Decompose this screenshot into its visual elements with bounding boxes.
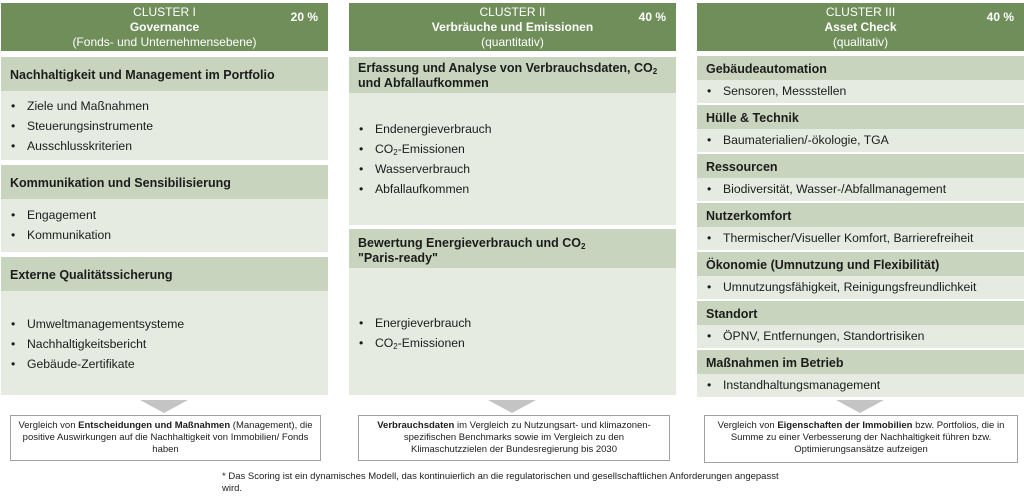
cluster-2-column xyxy=(349,3,676,397)
list-item: • Umweltmanagementsysteme xyxy=(11,314,328,334)
bullet-icon: • xyxy=(11,337,16,351)
section-body xyxy=(1,291,328,395)
section-title: Gebäudeautomation xyxy=(697,56,1024,80)
cluster-1-column xyxy=(1,3,328,397)
section-erfassung-analyse xyxy=(349,57,676,225)
bullet-icon: • xyxy=(359,182,364,196)
bullet-icon: • xyxy=(707,329,712,343)
section-body xyxy=(349,268,676,395)
cluster-2-label: CLUSTER II xyxy=(479,5,546,19)
section-body xyxy=(349,93,676,225)
section-ressourcen xyxy=(697,154,1024,201)
section-title: Externe Qualitätssicherung xyxy=(1,257,328,291)
section-body xyxy=(697,178,1024,201)
cluster-1-percent: 20 % xyxy=(290,10,318,24)
section-title: Standort xyxy=(697,301,1024,325)
cluster-1-note: Vergleich von Entscheidungen und Maßnahmen (Management), die positive Auswirkungen auf die Nachhaltigkeit von Immobilien/ Fonds haben xyxy=(10,415,321,461)
list-item: • Ausschlusskriterien xyxy=(11,136,328,156)
bullet-icon: • xyxy=(359,122,364,136)
section-body xyxy=(697,227,1024,250)
cluster-1-header xyxy=(1,3,328,51)
list-item: • Abfallaufkommen xyxy=(359,179,676,199)
bullet-icon: • xyxy=(11,99,16,113)
section-oekonomie xyxy=(697,252,1024,299)
bullet-icon: • xyxy=(707,182,712,196)
section-title: Ressourcen xyxy=(697,154,1024,178)
section-body xyxy=(697,129,1024,152)
bullet-icon: • xyxy=(707,133,712,147)
list-item: • Umnutzungsfähigkeit, Reinigungsfreundlichkeit xyxy=(707,277,1024,297)
bullet-icon: • xyxy=(359,142,364,156)
section-title: Ökonomie (Umnutzung und Flexibilität) xyxy=(697,252,1024,276)
section-bewertung-energie xyxy=(349,229,676,395)
bullet-icon: • xyxy=(359,316,364,330)
list-item: • $CO_2$-Emissionen xyxy=(359,139,676,159)
list-item: • ÖPNV, Entfernungen, Standortrisiken xyxy=(707,326,1024,346)
bullet-icon: • xyxy=(359,336,364,350)
cluster-1-label: CLUSTER I xyxy=(133,5,196,19)
list-item: • Wasserverbrauch xyxy=(359,159,676,179)
bullet-icon: • xyxy=(707,280,712,294)
section-body xyxy=(697,276,1024,299)
section-massnahmen-betrieb xyxy=(697,350,1024,397)
cluster-3-column xyxy=(697,3,1024,397)
cluster-3-note: Vergleich von Eigenschaften der Immobilien bzw. Portfolios, die in Summe zu einer Verbesserung der Nachhaltigkeit führen bzw. Optimierungsansätze aufzeigen xyxy=(704,415,1018,463)
section-body xyxy=(697,80,1024,103)
bullet-icon: • xyxy=(359,162,364,176)
section-qualitaetssicherung xyxy=(1,257,328,395)
section-standort xyxy=(697,301,1024,348)
list-item: • Baumaterialien/-ökologie, TGA xyxy=(707,130,1024,150)
section-kommunikation xyxy=(1,165,328,252)
section-body xyxy=(697,325,1024,348)
section-title: Erfassung und Analyse von Verbrauchsdaten, $CO_2$ und Abfallaufkommen xyxy=(349,57,676,93)
down-arrow-icon xyxy=(488,400,536,413)
cluster-2-title: Verbräuche und Emissionen xyxy=(431,20,594,34)
cluster-3-percent: 40 % xyxy=(986,10,1014,24)
bullet-icon: • xyxy=(11,228,16,242)
list-item: • Kommunikation xyxy=(11,225,328,245)
section-body xyxy=(1,91,328,160)
cluster-2-header xyxy=(349,3,676,51)
list-item: • Instandhaltungsmanagement xyxy=(707,375,1024,395)
down-arrow-icon xyxy=(836,400,884,413)
cluster-2-note: Verbrauchsdaten im Vergleich zu Nutzungsart- und klimazonen-spezifischen Benchmarks sowie im Vergleich zu den Klimaschutzzielen der Bundesregierung bis 2030 xyxy=(358,415,670,461)
section-title: Hülle & Technik xyxy=(697,105,1024,129)
cluster-3-title: Asset Check xyxy=(824,20,897,34)
section-title: Maßnahmen im Betrieb xyxy=(697,350,1024,374)
section-gebaeudeautomation xyxy=(697,56,1024,103)
list-item: • Sensoren, Messstellen xyxy=(707,81,1024,101)
list-item: • Steuerungsinstrumente xyxy=(11,116,328,136)
bullet-icon: • xyxy=(707,231,712,245)
cluster-2-subtitle: (quantitativ) xyxy=(481,35,544,49)
section-body xyxy=(697,374,1024,397)
cluster-3-subtitle: (qualitativ) xyxy=(832,35,889,49)
list-item: • Energieverbrauch xyxy=(359,313,676,333)
bullet-icon: • xyxy=(11,357,16,371)
list-item: • $CO_2$-Emissionen xyxy=(359,333,676,353)
footnote: * Das Scoring ist ein dynamisches Modell, das kontinuierlich an die regulatorischen und gesellschaftlichen Anforderungen angepasst wird. xyxy=(222,471,779,494)
section-huelle-technik xyxy=(697,105,1024,152)
section-body xyxy=(1,199,328,252)
bullet-icon: • xyxy=(707,84,712,98)
bullet-icon: • xyxy=(707,378,712,392)
section-nutzerkomfort xyxy=(697,203,1024,250)
list-item: • Ziele und Maßnahmen xyxy=(11,96,328,116)
bullet-icon: • xyxy=(11,317,16,331)
cluster-3-header xyxy=(697,3,1024,51)
section-title: Kommunikation und Sensibilisierung xyxy=(1,165,328,199)
list-item: • Endenergieverbrauch xyxy=(359,119,676,139)
list-item: • Engagement xyxy=(11,205,328,225)
cluster-1-subtitle: (Fonds- und Unternehmensebene) xyxy=(72,35,257,49)
bullet-icon: • xyxy=(11,139,16,153)
bullet-icon: • xyxy=(11,119,16,133)
section-title: Nutzerkomfort xyxy=(697,203,1024,227)
section-title: Bewertung Energieverbrauch und $CO_2$ "Paris-ready" xyxy=(349,229,676,268)
section-nachhaltigkeit-management xyxy=(1,57,328,160)
cluster-1-title: Governance xyxy=(129,20,200,34)
bullet-icon: • xyxy=(11,208,16,222)
down-arrow-icon xyxy=(140,400,188,413)
list-item: • Nachhaltigkeitsbericht xyxy=(11,334,328,354)
cluster-3-label: CLUSTER III xyxy=(825,5,896,19)
list-item: • Gebäude-Zertifikate xyxy=(11,354,328,374)
section-title: Nachhaltigkeit und Management im Portfolio xyxy=(1,57,328,91)
list-item: • Biodiversität, Wasser-/Abfallmanagement xyxy=(707,179,1024,199)
cluster-2-percent: 40 % xyxy=(638,10,666,24)
list-item: • Thermischer/Visueller Komfort, Barrierefreiheit xyxy=(707,228,1024,248)
